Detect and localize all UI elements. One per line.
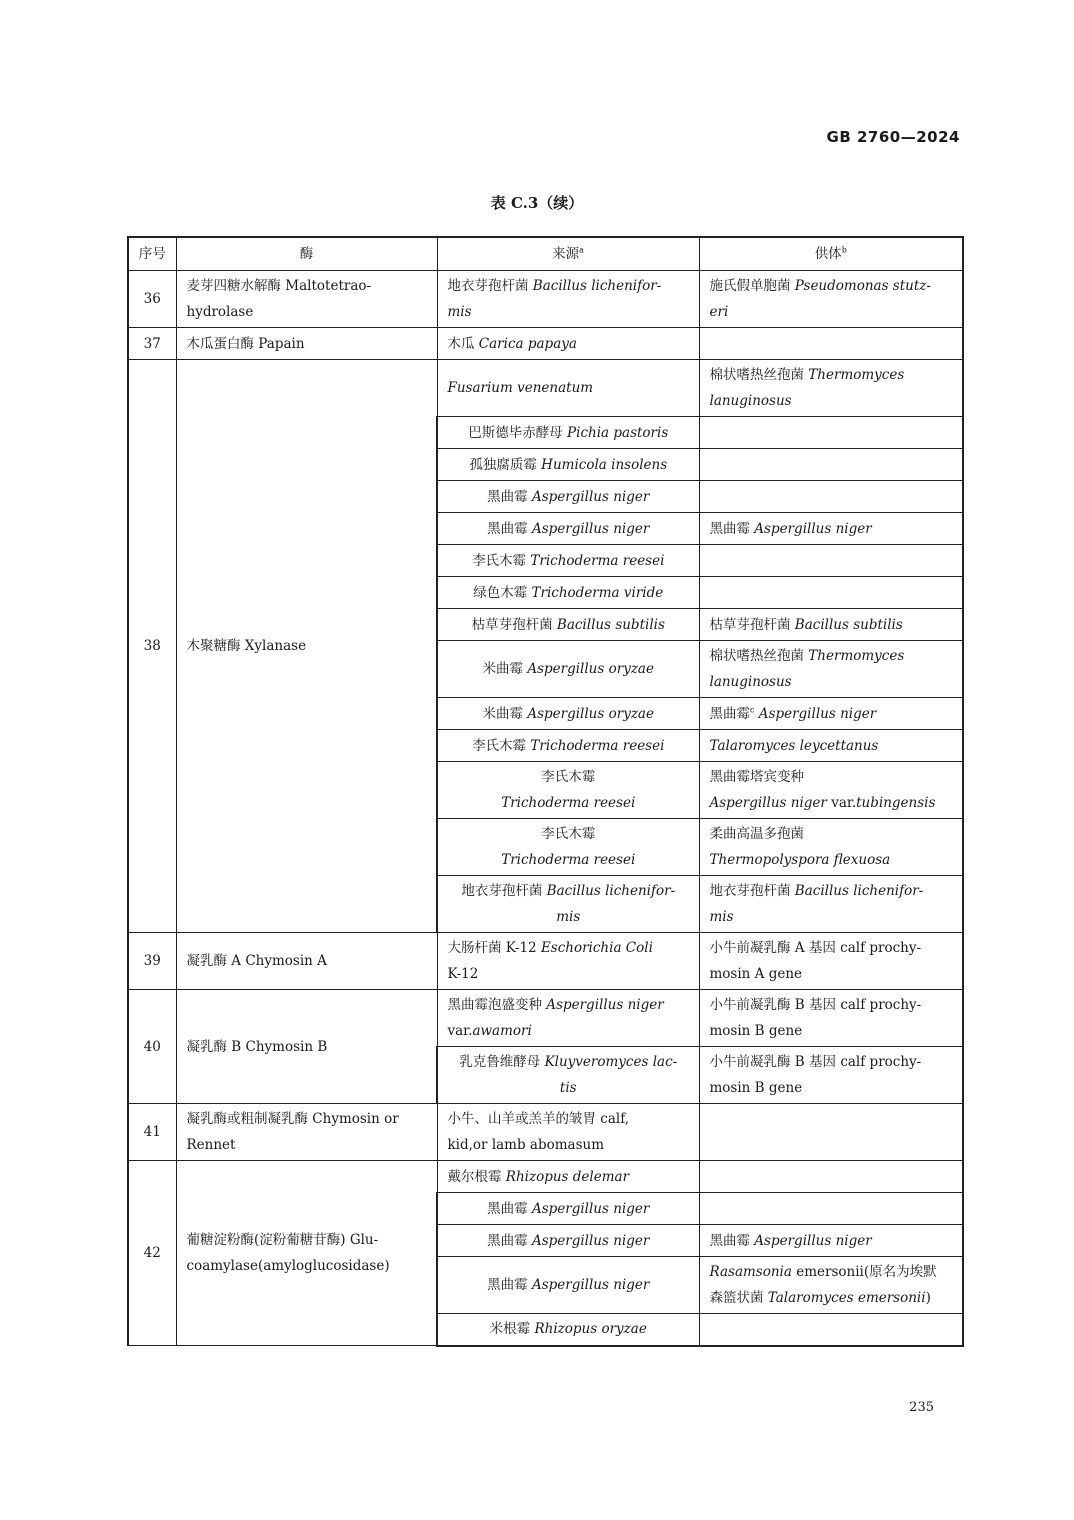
donor-line: Talaromyces leycettanus [709, 737, 879, 754]
donor-line: 施氏假单胞菌 Pseudomonas stutz- [709, 278, 931, 294]
donor-line: 小牛前凝乳酶 B 基因 calf prochy- [709, 1054, 922, 1070]
source-line: K-12 [447, 966, 479, 982]
source-line: 黑曲霉 Aspergillus niger [487, 1232, 650, 1249]
source-line: Trichoderma reesei [501, 795, 636, 811]
table-row [128, 328, 963, 360]
source-cell [437, 876, 699, 933]
donor-line: 黑曲霉$^c$ Aspergillus niger [709, 705, 877, 722]
row-number: 41 [128, 1104, 176, 1161]
source-cell [437, 1314, 699, 1346]
donor-line: lanuginosus [709, 393, 792, 409]
source-cell [437, 481, 699, 513]
donor-line: Thermopolyspora flexuosa [709, 852, 891, 868]
source-line: 孤独腐质霉 Humicola insolens [469, 456, 668, 473]
table-body [128, 271, 963, 1346]
donor-line: 黑曲霉 Aspergillus niger [709, 520, 872, 537]
donor-cell [699, 1161, 963, 1193]
donor-line: 森篮状菌 Talaromyces emersonii) [709, 1290, 931, 1306]
source-line: 米根霉 Rhizopus oryzae [489, 1321, 647, 1338]
source-cell [437, 990, 699, 1047]
donor-line: 枯草芽孢杆菌 Bacillus subtilis [709, 616, 903, 633]
donor-cell [699, 513, 963, 545]
donor-line: mosin A gene [709, 966, 803, 982]
donor-line: 黑曲霉 Aspergillus niger [709, 1232, 872, 1249]
donor-line: Aspergillus niger var.tubingensis [709, 795, 936, 811]
table-row [128, 1104, 963, 1161]
table-header-row [128, 237, 963, 271]
source-line: var.awamori [447, 1023, 532, 1039]
col-header-enzyme: 酶 [176, 237, 437, 271]
donor-cell [699, 481, 963, 513]
row-number: 38 [128, 360, 176, 933]
source-line: Trichoderma reesei [501, 852, 636, 868]
donor-line: 地衣芽孢杆菌 Bacillus lichenifor- [709, 883, 924, 899]
donor-line: Rasamsonia emersonii(原名为埃默 [709, 1264, 937, 1280]
enzyme-name: 凝乳酶或粗制凝乳酶 Chymosin or Rennet [176, 1104, 437, 1161]
donor-cell [699, 933, 963, 990]
source-cell [437, 1104, 699, 1161]
source-line: 绿色木霉 Trichoderma viride [473, 584, 664, 601]
standard-code: GB 2760—2024 [826, 128, 960, 146]
page-number: 235 [909, 1400, 934, 1415]
donor-line: mosin B gene [709, 1080, 803, 1096]
enzyme-name: 凝乳酶 A Chymosin A [176, 933, 437, 990]
source-line: 李氏木霉 Trichoderma reesei [472, 552, 665, 569]
table-row [128, 933, 963, 990]
donor-line: mosin B gene [709, 1023, 803, 1039]
source-line: 黑曲霉 Aspergillus niger [487, 1200, 650, 1217]
row-number: 39 [128, 933, 176, 990]
source-line: 黑曲霉 Aspergillus niger [487, 1277, 650, 1293]
donor-cell [699, 577, 963, 609]
donor-cell [699, 1314, 963, 1346]
col-header-no: 序号 [128, 237, 176, 271]
table-title: 表 C.3（续） [490, 194, 584, 212]
source-line: mis [556, 909, 581, 925]
source-cell [437, 1047, 699, 1104]
source-line: 巴斯德毕赤酵母 Pichia pastoris [468, 424, 669, 441]
source-line: 小牛、山羊或羔羊的皱胃 calf, [447, 1111, 630, 1127]
source-cell [437, 609, 699, 641]
donor-cell [699, 1104, 963, 1161]
enzyme-name: 凝乳酶 B Chymosin B [176, 990, 437, 1104]
donor-line: mis [709, 909, 734, 925]
donor-cell [699, 730, 963, 762]
source-line: 黑曲霉 Aspergillus niger [487, 520, 650, 537]
source-line: 黑曲霉 Aspergillus niger [487, 488, 650, 505]
source-cell [437, 933, 699, 990]
source-line: 地衣芽孢杆菌 Bacillus lichenifor- [447, 278, 662, 294]
row-number: 36 [128, 271, 176, 328]
donor-cell [699, 876, 963, 933]
donor-cell [699, 360, 963, 417]
source-cell [437, 1225, 699, 1257]
donor-line: eri [709, 304, 729, 320]
donor-cell [699, 698, 963, 730]
source-line: 李氏木霉 [541, 826, 596, 842]
source-line: 大肠杆菌 K-12 Eschorichia Coli [447, 940, 653, 956]
source-cell [437, 698, 699, 730]
source-cell [437, 271, 699, 328]
source-line: 米曲霉 Aspergillus oryzae [482, 661, 654, 677]
source-line: 黑曲霉泡盛变种 Aspergillus niger [447, 997, 664, 1013]
donor-cell [699, 819, 963, 876]
source-cell [437, 819, 699, 876]
source-cell [437, 1193, 699, 1225]
source-cell [437, 449, 699, 481]
donor-cell [699, 328, 963, 360]
source-cell [437, 360, 699, 417]
source-cell [437, 1257, 699, 1314]
source-line: tis [559, 1080, 577, 1096]
source-cell [437, 1161, 699, 1193]
col-header-source: 来源$^a$ [437, 237, 699, 271]
donor-cell [699, 449, 963, 481]
table-row [128, 271, 963, 328]
source-line: 戴尔根霉 Rhizopus delemar [447, 1168, 630, 1185]
source-cell [437, 513, 699, 545]
enzyme-name: 麦芽四糖水解酶 Maltotetrao-hydrolase [176, 271, 437, 328]
donor-cell [699, 1257, 963, 1314]
donor-line: 小牛前凝乳酶 A 基因 calf prochy- [709, 940, 922, 956]
source-line: 木瓜 Carica papaya [447, 335, 577, 352]
enzyme-name: 木聚糖酶 Xylanase [176, 360, 437, 933]
source-cell [437, 730, 699, 762]
table-row [128, 1161, 963, 1193]
source-cell [437, 545, 699, 577]
table-row [128, 990, 963, 1047]
source-line: 米曲霉 Aspergillus oryzae [482, 705, 654, 722]
donor-line: 棉状嗜热丝孢菌 Thermomyces [709, 648, 905, 664]
donor-line: 黑曲霉塔宾变种 [709, 769, 804, 785]
source-line: 地衣芽孢杆菌 Bacillus lichenifor- [461, 883, 676, 899]
donor-cell [699, 762, 963, 819]
source-line: kid,or lamb abomasum [447, 1137, 605, 1153]
enzyme-name: 木瓜蛋白酶 Papain [176, 328, 437, 360]
enzyme-name: 葡糖淀粉酶(淀粉葡糖苷酶) Glu-coamylase(amyloglucosidase) [176, 1161, 437, 1346]
donor-cell [699, 641, 963, 698]
donor-cell [699, 271, 963, 328]
source-line: Fusarium venenatum [447, 380, 594, 396]
table-row [128, 360, 963, 417]
source-line: mis [447, 304, 472, 320]
source-cell [437, 762, 699, 819]
donor-cell [699, 545, 963, 577]
donor-line: lanuginosus [709, 674, 792, 690]
donor-line: 小牛前凝乳酶 B 基因 calf prochy- [709, 997, 922, 1013]
donor-line: 棉状嗜热丝孢菌 Thermomyces [709, 367, 905, 383]
source-line: 李氏木霉 [541, 769, 596, 785]
source-cell [437, 641, 699, 698]
source-cell [437, 328, 699, 360]
donor-cell [699, 1047, 963, 1104]
row-number: 40 [128, 990, 176, 1104]
row-number: 42 [128, 1161, 176, 1346]
donor-cell [699, 1193, 963, 1225]
donor-line: 柔曲高温多孢菌 [709, 826, 804, 842]
source-cell [437, 417, 699, 449]
donor-cell [699, 417, 963, 449]
source-line: 李氏木霉 Trichoderma reesei [472, 737, 665, 754]
source-cell [437, 577, 699, 609]
source-line: 枯草芽孢杆菌 Bacillus subtilis [471, 616, 665, 633]
enzyme-table [127, 236, 964, 1347]
row-number: 37 [128, 328, 176, 360]
donor-cell [699, 1225, 963, 1257]
col-header-donor: 供体$^b$ [699, 237, 963, 271]
donor-cell [699, 990, 963, 1047]
donor-cell [699, 609, 963, 641]
source-line: 乳克鲁维酵母 Kluyveromyces lac- [459, 1054, 678, 1070]
